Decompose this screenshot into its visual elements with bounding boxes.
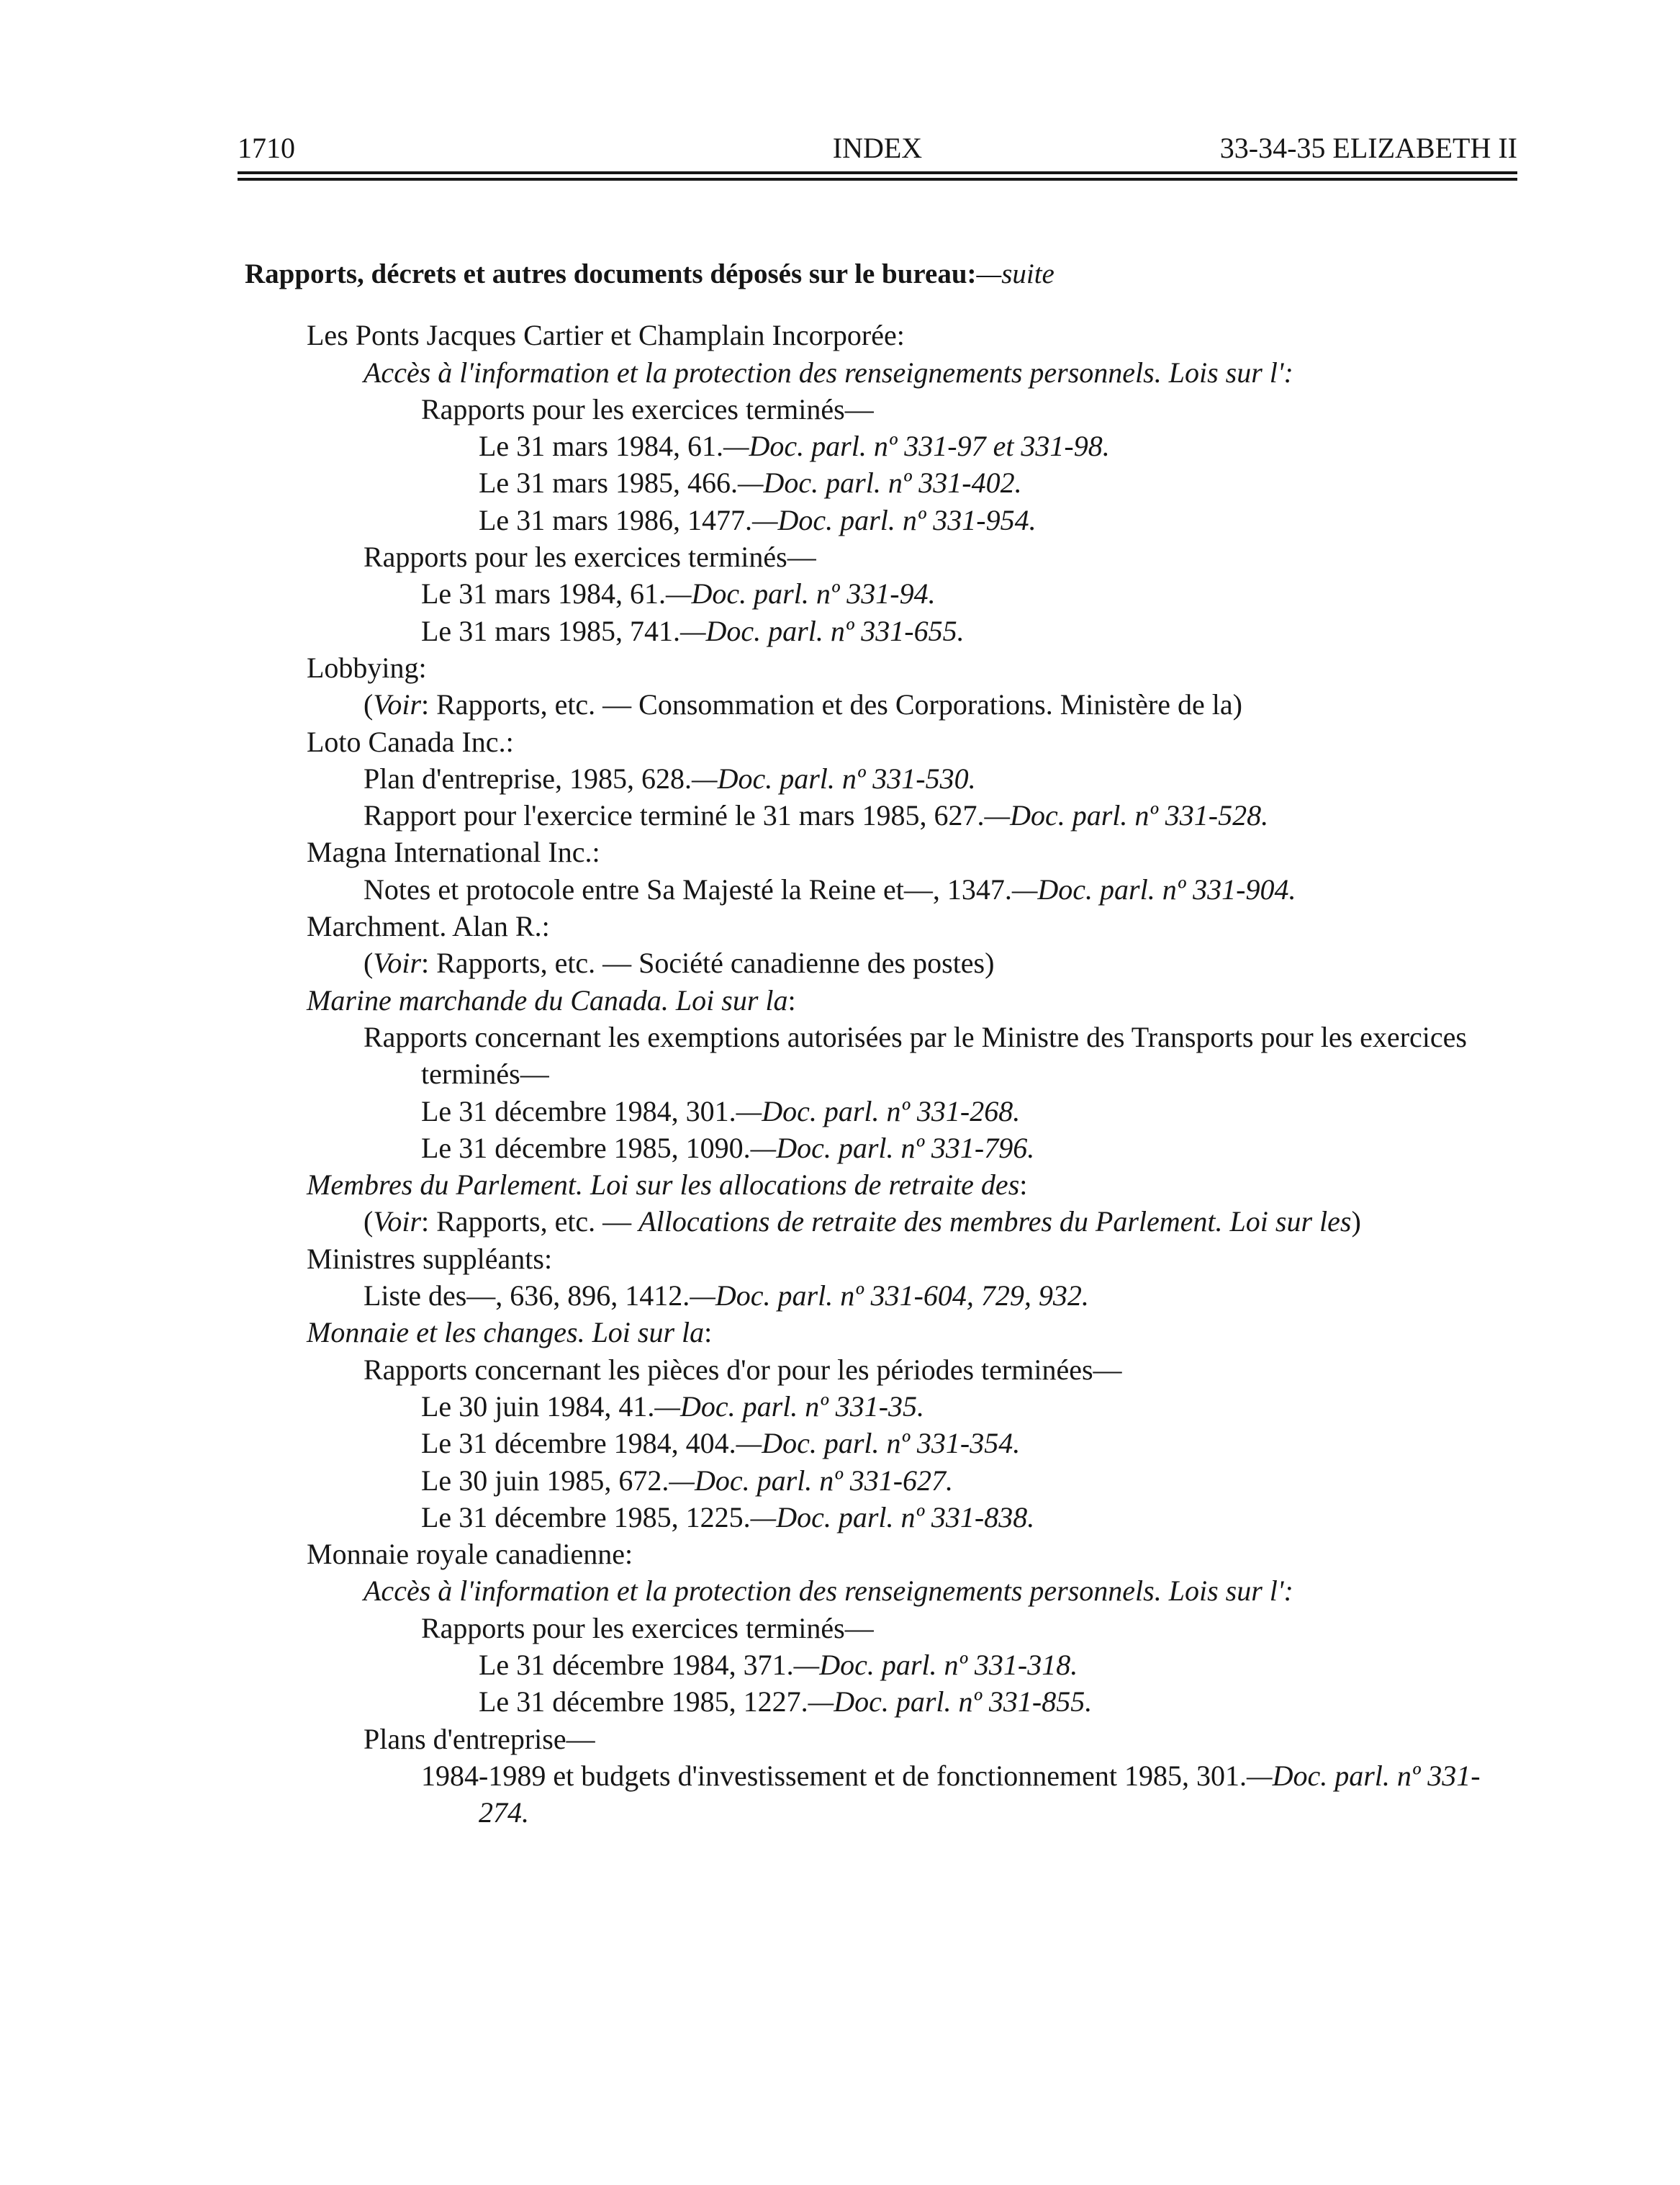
index-entry <box>363 1277 1519 1314</box>
entry-text: Le 31 mars 1984, 61. <box>479 430 723 463</box>
index-entry <box>479 428 1519 464</box>
entry-text: Le 30 juin 1985, 672. <box>421 1464 669 1497</box>
entry-ref: —Doc. parl. nº 331-838. <box>750 1500 1035 1533</box>
entry-text: Notes et protocole entre Sa Majesté la Reine et—, 1347. <box>363 873 1012 906</box>
index-entry <box>479 1683 1519 1720</box>
entry-text: Le 31 décembre 1985, 1227. <box>479 1685 808 1718</box>
index-entry <box>307 834 1519 870</box>
index-entry <box>421 1499 1519 1536</box>
entry-ref: —Doc. parl. nº 331-655. <box>679 614 965 647</box>
entry-text: Le 31 mars 1984, 61. <box>421 577 666 611</box>
entry-text: Plans d'entreprise— <box>363 1722 595 1755</box>
entry-text: ( <box>363 1205 374 1238</box>
index-entry <box>363 1019 1519 1093</box>
index-entry <box>363 1721 1519 1757</box>
index-entry <box>363 1572 1519 1609</box>
index-content <box>245 256 1519 1831</box>
entry-ref: —Doc. parl. nº 331-97 et 331-98. <box>723 430 1110 463</box>
entry-text: Le 31 mars 1985, 466. <box>479 467 738 500</box>
entry-text: Marchment. Alan R.: <box>307 910 550 943</box>
entry-text: Le 30 juin 1984, 41. <box>421 1389 655 1423</box>
index-entry <box>363 760 1519 797</box>
entry-text: Les Ponts Jacques Cartier et Champlain Incorporée: <box>307 319 905 352</box>
index-entry <box>421 1610 1519 1646</box>
entry-tail: ) <box>1351 1205 1361 1238</box>
entry-ref: Allocations de retraite des membres du Parlement. Loi sur les <box>638 1205 1352 1238</box>
index-entry <box>479 1646 1519 1683</box>
entry-italic: Voir <box>373 688 422 721</box>
index-entry <box>363 945 1519 981</box>
entry-text: Rapport pour l'exercice terminé le 31 mars 1985, 627. <box>363 799 985 832</box>
entry-ref: —Doc. parl. nº 331-402. <box>737 467 1022 500</box>
index-entry <box>421 391 1519 428</box>
entry-after: : Rapports, etc. — Société canadienne des postes) <box>421 947 995 980</box>
section-heading-label: Rapports, décrets et autres documents déposés sur le bureau: <box>245 258 977 289</box>
index-entry <box>307 649 1519 686</box>
section-heading <box>245 256 1519 292</box>
entry-text: Le 31 décembre 1984, 404. <box>421 1427 736 1460</box>
index-entry <box>421 1093 1519 1130</box>
entry-ref: —Doc. parl. nº 331-796. <box>750 1131 1035 1164</box>
index-entry <box>421 1757 1519 1832</box>
entry-text: Monnaie royale canadienne: <box>307 1538 633 1571</box>
entry-text: Le 31 décembre 1985, 1225. <box>421 1500 751 1533</box>
entry-after: : Rapports, etc. — <box>421 1205 639 1238</box>
entry-italic: Voir <box>373 947 422 980</box>
index-entry <box>307 1240 1519 1277</box>
entry-text: Rapports pour les exercices terminés— <box>421 1611 874 1644</box>
entry-text: Le 31 décembre 1984, 371. <box>479 1648 794 1681</box>
index-entries <box>245 317 1519 1831</box>
index-entry <box>307 908 1519 945</box>
entry-text: ( <box>363 947 374 980</box>
entry-italic: Voir <box>373 1205 422 1238</box>
entry-italic: Marine marchande du Canada. Loi sur la <box>307 983 788 1017</box>
header-rule-bottom <box>238 178 1517 181</box>
page-header <box>238 125 1517 168</box>
entry-italic: Accès à l'information et la protection des renseignements personnels. Lois sur l': <box>363 356 1293 389</box>
entry-ref: —Doc. parl. nº 331-855. <box>808 1685 1093 1718</box>
entry-ref: —Doc. parl. nº 331-530. <box>692 762 976 795</box>
index-entry <box>363 871 1519 908</box>
index-entry <box>307 1166 1519 1203</box>
entry-ref: —Doc. parl. nº 331-904. <box>1011 873 1296 906</box>
entry-ref: —Doc. parl. nº 331-268. <box>736 1094 1021 1127</box>
index-entry <box>363 1351 1519 1388</box>
entry-text: ( <box>363 688 374 721</box>
index-entry <box>363 354 1519 391</box>
entry-text: Liste des—, 636, 896, 1412. <box>363 1279 690 1312</box>
entry-italic: Membres du Parlement. Loi sur les allocations de retraite des <box>307 1168 1020 1202</box>
index-entry <box>421 1462 1519 1499</box>
index-entry <box>479 502 1519 539</box>
page-number: 1710 <box>238 132 295 164</box>
index-entry <box>363 1203 1519 1240</box>
entry-after: : <box>704 1316 713 1349</box>
entry-italic: Monnaie et les changes. Loi sur la <box>307 1316 705 1349</box>
entry-text: Le 31 mars 1985, 741. <box>421 614 680 647</box>
index-entry <box>307 724 1519 760</box>
entry-text: Plan d'entreprise, 1985, 628. <box>363 762 692 795</box>
index-entry <box>421 1388 1519 1425</box>
index-entry <box>307 1536 1519 1572</box>
entry-text: Rapports concernant les exemptions autorisées par le Ministre des Transports pour les exercices terminés— <box>363 1020 1467 1091</box>
entry-ref: —Doc. parl. nº 331-94. <box>665 577 936 611</box>
entry-text: Le 31 décembre 1984, 301. <box>421 1094 736 1127</box>
entry-ref: —Doc. parl. nº 331-954. <box>751 503 1037 536</box>
entry-after: : Rapports, etc. — Consommation et des Corporations. Ministère de la) <box>421 688 1242 721</box>
entry-text: Le 31 mars 1986, 1477. <box>479 503 752 536</box>
entry-ref: —Doc. parl. nº 331-528. <box>984 799 1269 832</box>
index-entry <box>363 539 1519 575</box>
index-entry <box>363 686 1519 723</box>
entry-text: Le 31 décembre 1985, 1090. <box>421 1131 751 1164</box>
entry-text: Rapports pour les exercices terminés— <box>363 541 816 574</box>
index-entry <box>479 464 1519 501</box>
index-entry <box>421 1130 1519 1166</box>
entry-after: : <box>787 983 796 1017</box>
entry-text: Loto Canada Inc.: <box>307 725 514 758</box>
entry-after: : <box>1019 1168 1028 1202</box>
entry-text: Rapports pour les exercices terminés— <box>421 392 874 425</box>
running-title: INDEX <box>832 132 923 164</box>
entry-italic: Accès à l'information et la protection des renseignements personnels. Lois sur l': <box>363 1574 1293 1608</box>
header-rule-top <box>238 171 1517 174</box>
entry-text: 1984-1989 et budgets d'investissement et de fonctionnement 1985, 301. <box>421 1759 1247 1792</box>
index-entry <box>363 797 1519 834</box>
entry-text: Lobbying: <box>307 651 427 684</box>
entry-ref: —Doc. parl. nº 331-354. <box>736 1427 1021 1460</box>
index-entry <box>421 1425 1519 1461</box>
index-entry <box>421 613 1519 649</box>
index-entry <box>307 317 1519 353</box>
entry-ref: —Doc. parl. nº 331-627. <box>669 1464 954 1497</box>
entry-text: Ministres suppléants: <box>307 1242 553 1275</box>
index-entry <box>307 1314 1519 1351</box>
entry-text: Rapports concernant les pièces d'or pour les périodes terminées— <box>363 1353 1122 1386</box>
entry-ref: —Doc. parl. nº 331-274. <box>479 1759 1481 1829</box>
entry-ref: —Doc. parl. nº 331-318. <box>793 1648 1078 1681</box>
index-entry <box>307 982 1519 1019</box>
entry-ref: —Doc. parl. nº 331-35. <box>654 1389 925 1423</box>
entry-ref: —Doc. parl. nº 331-604, 729, 932. <box>690 1279 1089 1312</box>
reign-years: 33-34-35 ELIZABETH II <box>1219 132 1517 164</box>
entry-text: Magna International Inc.: <box>307 836 600 869</box>
index-entry <box>421 575 1519 612</box>
section-heading-continuation: —suite <box>976 258 1054 289</box>
